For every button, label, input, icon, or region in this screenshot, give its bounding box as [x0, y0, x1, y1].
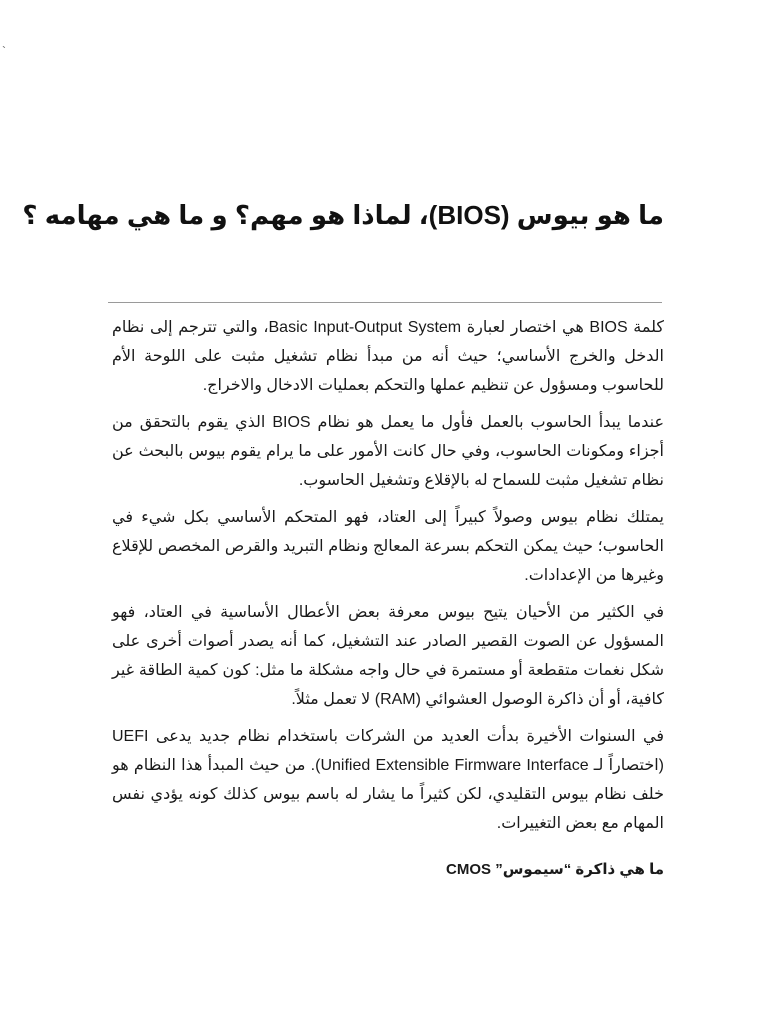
section-heading-cmos: ما هي ذاكرة “سيموس” CMOS: [446, 861, 664, 878]
paragraph-hardware-access: يمتلك نظام بيوس وصولاً كبيراً إلى العتاد، فهو المتحكم الأساسي بكل شيء في الحاسوب؛ حيث يمكن التحكم بسرعة المعالج ونظام التبريد والقرص المخصص للإقلاع وغيرها من الإعدادات.: [112, 509, 664, 584]
article-body: [112, 313, 664, 883]
paragraph-boot-process: عندما يبدأ الحاسوب بالعمل فأول ما يعمل هو نظام BIOS الذي يقوم بالتحقق من أجزاء ومكونات الحاسوب، وفي حال كانت الأمور على ما يرام يقوم بيوس بالبحث عن نظام تشغيل مثبت للسماح له بالإقلاع وتشغيل الحاسوب.: [112, 414, 664, 489]
paragraph-error-beeps: في الكثير من الأحيان يتيح بيوس معرفة بعض الأعطال الأساسية في العتاد، فهو المسؤول عن الصوت القصير الصادر عند التشغيل، كما أنه يصدر أصوات أخرى على شكل نغمات متقطعة أو مستمرة في حال واجه مشكلة ما مثل: كون كمية الطاقة غير كافية، أو أن ذاكرة الوصول العشوائي (RAM) لا تعمل مثلاً.: [112, 604, 664, 708]
paragraph-uefi: في السنوات الأخيرة بدأت العديد من الشركات باستخدام نظام جديد يدعى UEFI (اختصاراً لـ Unified Extensible Firmware Interface). من حيث المبدأ هذا النظام هو خلف نظام بيوس التقليدي، لكن كثيراً ما يشار له باسم بيوس كذلك كونه يؤدي نفس المهام مع بعض التغييرات.: [112, 728, 664, 832]
corner-mark: `: [2, 44, 6, 58]
article-title: ما هو بيوس (BIOS)، لماذا هو مهم؟ و ما هي مهامه ؟: [22, 200, 664, 230]
title-divider: [108, 302, 662, 303]
paragraph-bios-definition: كلمة BIOS هي اختصار لعبارة Basic Input-Output System، والتي تترجم إلى نظام الدخل والخرج الأساسي؛ حيث أنه من مبدأ نظام تشغيل مثبت على اللوحة الأم للحاسوب ومسؤول عن تنظيم عملها والتحكم بعمليات الادخال والاخراج.: [112, 319, 665, 394]
